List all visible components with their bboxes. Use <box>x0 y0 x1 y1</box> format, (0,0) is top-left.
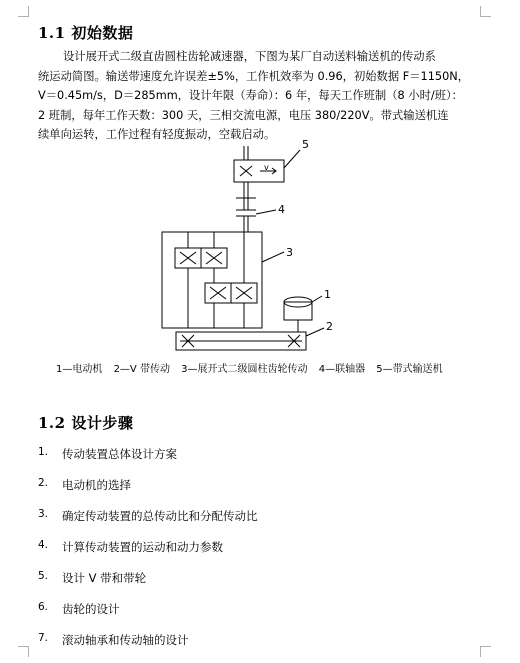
belt-speed-label: v <box>264 163 269 172</box>
page-corner-mark <box>18 646 29 657</box>
section-heading-initial-data: 1.1 初始数据 <box>38 24 134 42</box>
list-number: 6. <box>38 601 49 613</box>
label-4: 4 <box>278 203 285 216</box>
section-heading-design-steps: 1.2 设计步骤 <box>38 414 134 432</box>
paragraph-line: V＝0.45m/s，D＝285mm，设计年限（寿命）：6 年，每天工作班制（8 小时/班）： <box>38 89 463 102</box>
label-2: 2 <box>326 320 333 333</box>
page-corner-mark <box>480 646 491 657</box>
list-number: 7. <box>38 632 49 644</box>
paragraph-line: 续单向运转，工作过程有轻度振动，空载启动。 <box>38 128 276 141</box>
label-3: 3 <box>286 246 293 259</box>
caption-item: 3—展开式二级圆柱齿轮传动 <box>181 364 308 375</box>
list-text: 确定传动装置的总传动比和分配传动比 <box>62 509 258 523</box>
list-number: 3. <box>38 508 49 520</box>
electric-motor-symbol <box>284 297 312 332</box>
paragraph-line: 2 班制，每年工作天数：300 天，三相交流电源，电压 380/220V。带式输送机连 <box>38 108 449 122</box>
list-text: 传动装置总体设计方案 <box>62 447 177 461</box>
list-number: 2. <box>38 477 49 489</box>
list-text: 设计 V 带和带轮 <box>62 571 147 585</box>
caption-item: 5—带式输送机 <box>376 364 443 375</box>
list-number: 5. <box>38 570 49 582</box>
diagram-caption <box>56 360 451 375</box>
coupling-symbol <box>236 198 256 232</box>
list-text: 电动机的选择 <box>62 478 131 492</box>
gearbox-symbol <box>162 232 262 328</box>
list-text: 计算传动装置的运动和动力参数 <box>62 540 223 554</box>
list-number: 1. <box>38 446 49 458</box>
list-text: 滚动轴承和传动轴的设计 <box>62 633 189 647</box>
caption-item: 1—电动机 <box>56 364 103 375</box>
paragraph-line: 统运动简图。输送带速度允许误差±5%，工作机效率为 0.96，初始数据 F＝1150N， <box>38 69 470 83</box>
list-number: 4. <box>38 539 49 551</box>
paragraph-line: 设计展开式二级直齿圆柱齿轮减速器，下图为某厂自动送料输送机的传动系 <box>63 50 436 63</box>
caption-item: 4—联轴器 <box>318 364 366 375</box>
label-5: 5 <box>302 138 309 151</box>
caption-item: 2—V 带传动 <box>113 364 170 375</box>
list-text: 齿轮的设计 <box>62 602 120 616</box>
label-1: 1 <box>324 288 331 301</box>
v-belt-drive-symbol <box>176 332 306 350</box>
belt-conveyor-symbol <box>234 146 284 198</box>
